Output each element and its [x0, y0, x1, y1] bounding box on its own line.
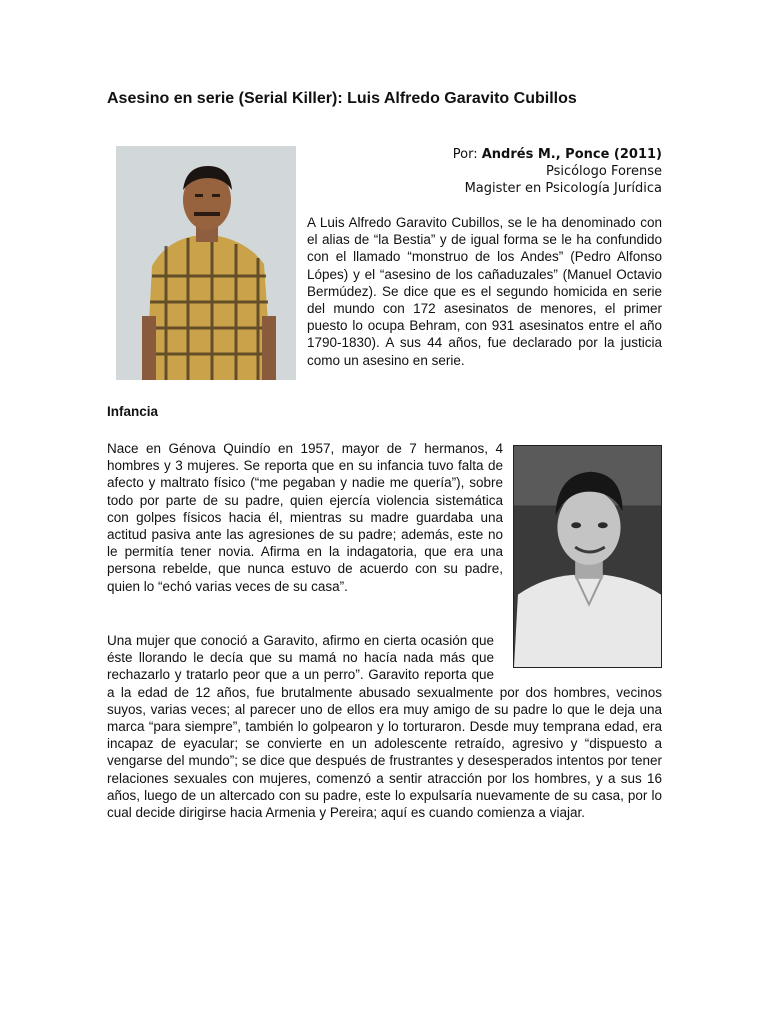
infancy-paragraph-1: Nace en Génova Quindío en 1957, mayor de 7 hermanos, 4 hombres y 3 mujeres. Se reporta que en su infancia tuvo falta de afecto y maltrato físico (“me pegaban y nadie me quería”), sobre todo por parte de su padre, quien ejercía violencia sistemática con golpes físicos hacia él, mientras su madre guardaba una actitud pasiva ante las agresiones de su padre; además, este no le permitía tener novia. Afirma en la indagatoria, que era una persona rebelde, que nunca estuvo de acuerdo con su padre, quien lo “echó varias veces de su casa”. — [107, 441, 503, 594]
adult-portrait-photo — [116, 146, 296, 380]
section-heading-infancia: Infancia — [107, 404, 159, 419]
author-line — [332, 146, 662, 163]
intro-paragraph: A Luis Alfredo Garavito Cubillos, se le ha denominado con el alias de “la Bestia” y de igual forma se le ha confundido con el llamado “monstruo de los Andes” (Pedro Alfonso Lópes) y el “asesino de los cañaduzales” (Manuel Octavio Bermúdez). Se dice que es el segundo homicida en serie del mundo con 172 asesinatos de menores, el primer puesto lo ocupa Behram, con 931 asesinatos entre el año 1790-1830). A sus 44 años, fue declarado por la justicia como un asesino en serie. — [307, 215, 662, 368]
byline — [332, 146, 662, 197]
author-name: Andrés M., Ponce (2011) — [481, 147, 662, 162]
infancy-paragraph-2 — [107, 632, 662, 821]
adult-portrait-image — [116, 146, 296, 380]
document-title: Asesino en serie (Serial Killer): Luis Alfredo Garavito Cubillos — [107, 90, 577, 107]
author-role-1: Psicólogo Forense — [545, 164, 662, 179]
infancy-paragraph-2-text: Una mujer que conoció a Garavito, afirmo en cierta ocasión que éste llorando le decía que su mamá no hacía nada más que rechazarlo y tratarlo peor que a un perro”. Garavito reporta que a la edad de 12 años, fue brutalmente abusado sexualmente por dos hombres, vecinos suyos, varias veces; al parecer uno de ellos era muy amigo de su padre lo que le deja una marca “para siempre”, también lo golpearon y lo torturaron. Desde muy temprana edad, era incapaz de eyacular; se convierte en un adolescente retraído, agresivo y “dispuesto a vengarse del mundo”; se dice que después de frustrantes y desesperados intentos por tener relaciones sexuales con mujeres, comenzó a sentir atracción por los hombres, y a sus 16 años, luego de un altercado con su padre, este lo expulsaría nuevamente de su casa, por lo cual decide dirigirse hacia Armenia y Pereira; aquí es cuando comienza a viajar. — [107, 633, 662, 821]
author-role-2: Magister en Psicología Jurídica — [464, 181, 662, 196]
byline-prefix: Por: — [452, 147, 478, 162]
image-wrap-spacer — [502, 632, 662, 678]
